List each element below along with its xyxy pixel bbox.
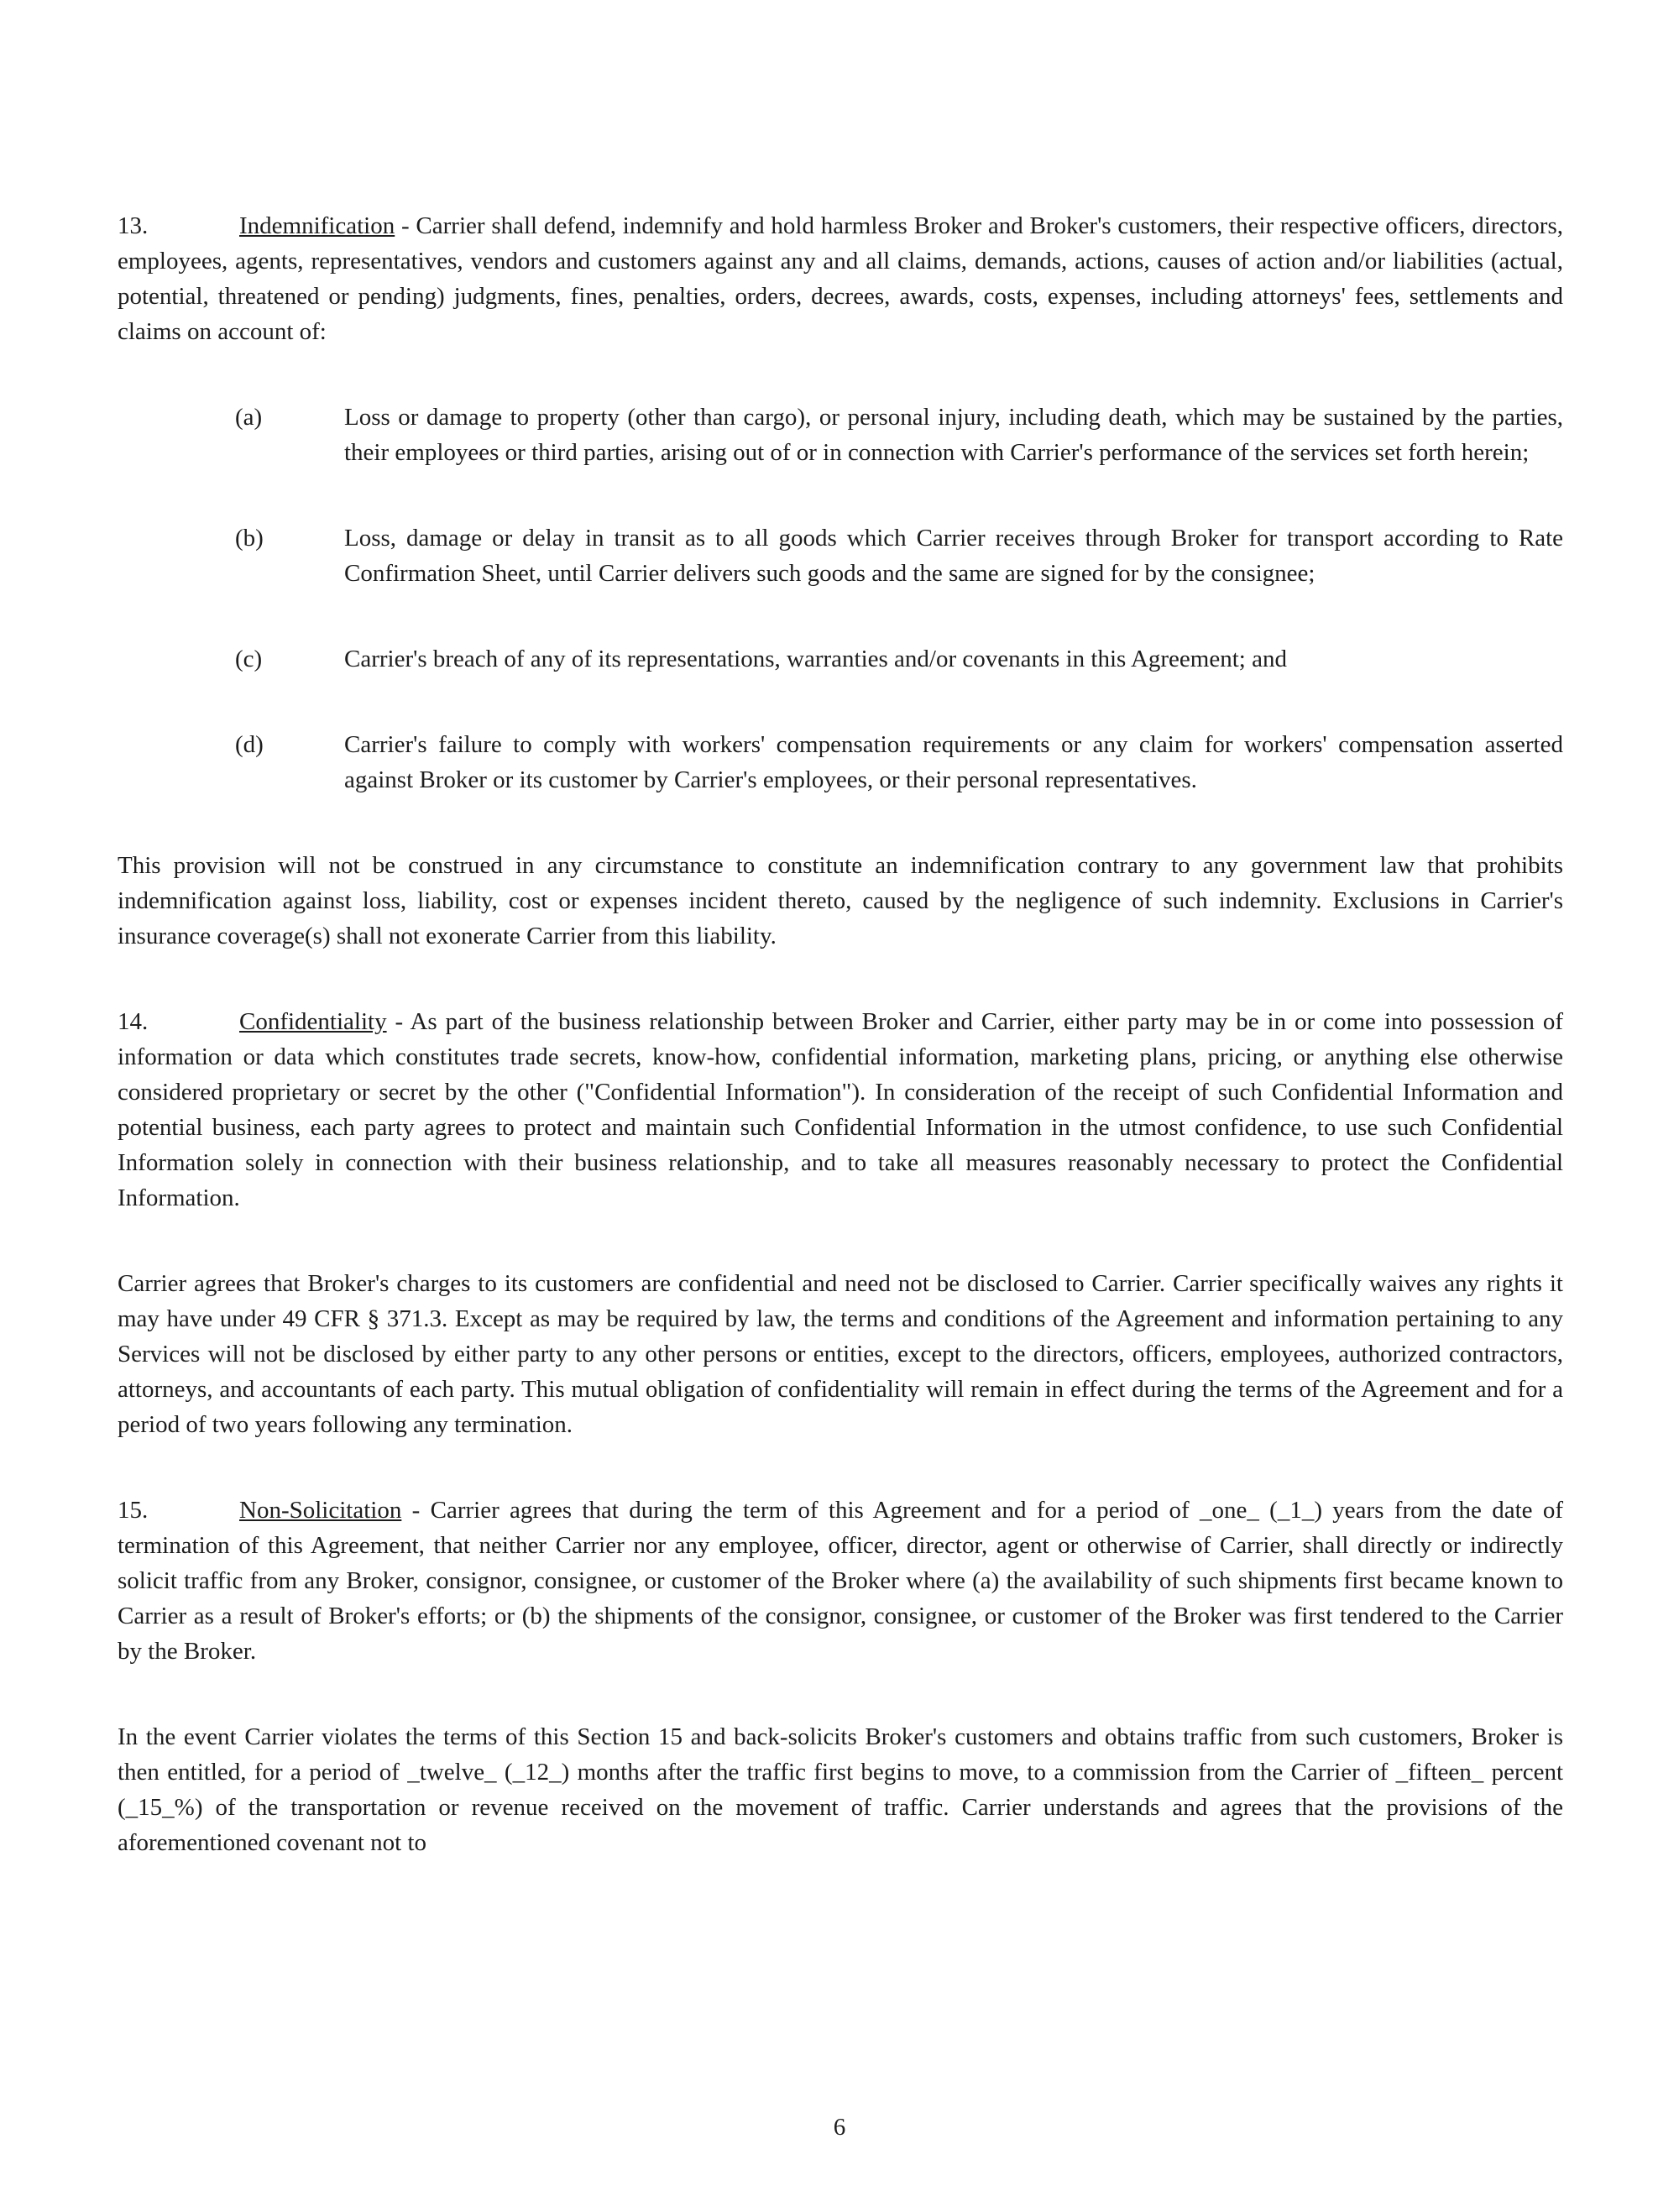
section-13-closing-paragraph: This provision will not be construed in any circumstance to constitute an indemnification contrary to any government law that prohibits indemnification against loss, liability, cost or expenses incident thereto, caused by the negligence of such indemnity. Exclusions in Carrier's insurance coverage(s) shall not exonerate Carrier from this liability. bbox=[118, 852, 1563, 949]
section-13-heading-paragraph bbox=[118, 208, 1563, 349]
list-item-c-label: (c) bbox=[235, 646, 263, 672]
list-item-c-text: Carrier's breach of any of its representations, warranties and/or covenants in this Agreement; and bbox=[344, 646, 1287, 672]
section-13-title: Indemnification bbox=[239, 212, 395, 239]
page-number: 6 bbox=[833, 2114, 846, 2141]
section-13-intro-text: - Carrier shall defend, indemnify and hold harmless Broker and Broker's customers, their respective officers, directors, employees, agents, representatives, vendors and customers against any and all claims, demands, actions, causes of action and/or liabilities (actual, potential, threatened or pending) judgments, fines, penalties, orders, decrees, awards, costs, expenses, including attorneys' fees, settlements and claims on account of: bbox=[118, 212, 1563, 345]
section-14-number: 14. bbox=[118, 1008, 149, 1035]
section-15-closing-paragraph: In the event Carrier violates the terms of this Section 15 and back-solicits Broker's customers and obtains traffic from such customers, Broker is then entitled, for a period of _twelve_ (_12_) months after the traffic first begins to move, to a commission from the Carrier of _fifteen_ percent (_15_%) of the transportation or revenue received on the movement of traffic. Carrier understands and agrees that the provisions of the aforementioned covenant not to bbox=[118, 1723, 1563, 1856]
list-item-a-text: Loss or damage to property (other than cargo), or personal injury, including death, which may be sustained by the parties, their employees or third parties, arising out of or in connection with Carrier's performance of the services set forth herein; bbox=[344, 404, 1563, 466]
section-15-intro-text: - Carrier agrees that during the term of this Agreement and for a period of _one_ (_1_) years from the date of termination of this Agreement, that neither Carrier nor any employee, officer, director, agent or otherwise of Carrier, shall directly or indirectly solicit traffic from any Broker, consignor, consignee, or customer of the Broker where (a) the availability of such shipments first became known to Carrier as a result of Broker's efforts; or (b) the shipments of the consignor, consignee, or customer of the Broker was first tendered to the Carrier by the Broker. bbox=[118, 1497, 1563, 1665]
list-item-b-text: Loss, damage or delay in transit as to all goods which Carrier receives through Broker for transport according to Rate Confirmation Sheet, until Carrier delivers such goods and the same are signed for by the consignee; bbox=[344, 525, 1563, 587]
list-item-d-text: Carrier's failure to comply with workers' compensation requirements or any claim for workers' compensation asserted against Broker or its customer by Carrier's employees, or their personal representatives. bbox=[344, 731, 1563, 793]
section-14-title: Confidentiality bbox=[239, 1008, 387, 1035]
list-item-c bbox=[118, 641, 1563, 677]
section-15-heading-paragraph bbox=[118, 1493, 1563, 1669]
section-14-intro-text: - As part of the business relationship between Broker and Carrier, either party may be in or come into possession of information or data which constitutes trade secrets, know-how, confidential information, marketing plans, pricing, or anything else otherwise considered proprietary or secret by the other ("Confidential Information"). In consideration of the receipt of such Confidential Information and potential business, each party agrees to protect and maintain such Confidential Information in the utmost confidence, to use such Confidential Information solely in connection with their business relationship, and to take all measures reasonably necessary to protect the Confidential Information. bbox=[118, 1008, 1563, 1211]
section-13-number: 13. bbox=[118, 212, 149, 239]
document-content bbox=[118, 208, 1563, 1911]
section-15-title: Non-Solicitation bbox=[239, 1497, 402, 1524]
list-item-b bbox=[118, 520, 1563, 591]
list-item-b-label: (b) bbox=[235, 525, 264, 552]
list-item-d-label: (d) bbox=[235, 731, 264, 758]
section-15-number: 15. bbox=[118, 1497, 149, 1524]
list-item-a-label: (a) bbox=[235, 404, 263, 431]
list-item-a bbox=[118, 400, 1563, 470]
list-item-d bbox=[118, 727, 1563, 797]
section-14-closing-paragraph: Carrier agrees that Broker's charges to its customers are confidential and need not be disclosed to Carrier. Carrier specifically waives any rights it may have under 49 CFR § 371.3. Except as may be required by law, the terms and conditions of the Agreement and information pertaining to any Services will not be disclosed by either party to any other persons or entities, except to the directors, officers, employees, authorized contractors, attorneys, and accountants of each party. This mutual obligation of confidentiality will remain in effect during the terms of the Agreement and for a period of two years following any termination. bbox=[118, 1270, 1563, 1438]
section-14-heading-paragraph bbox=[118, 1004, 1563, 1216]
